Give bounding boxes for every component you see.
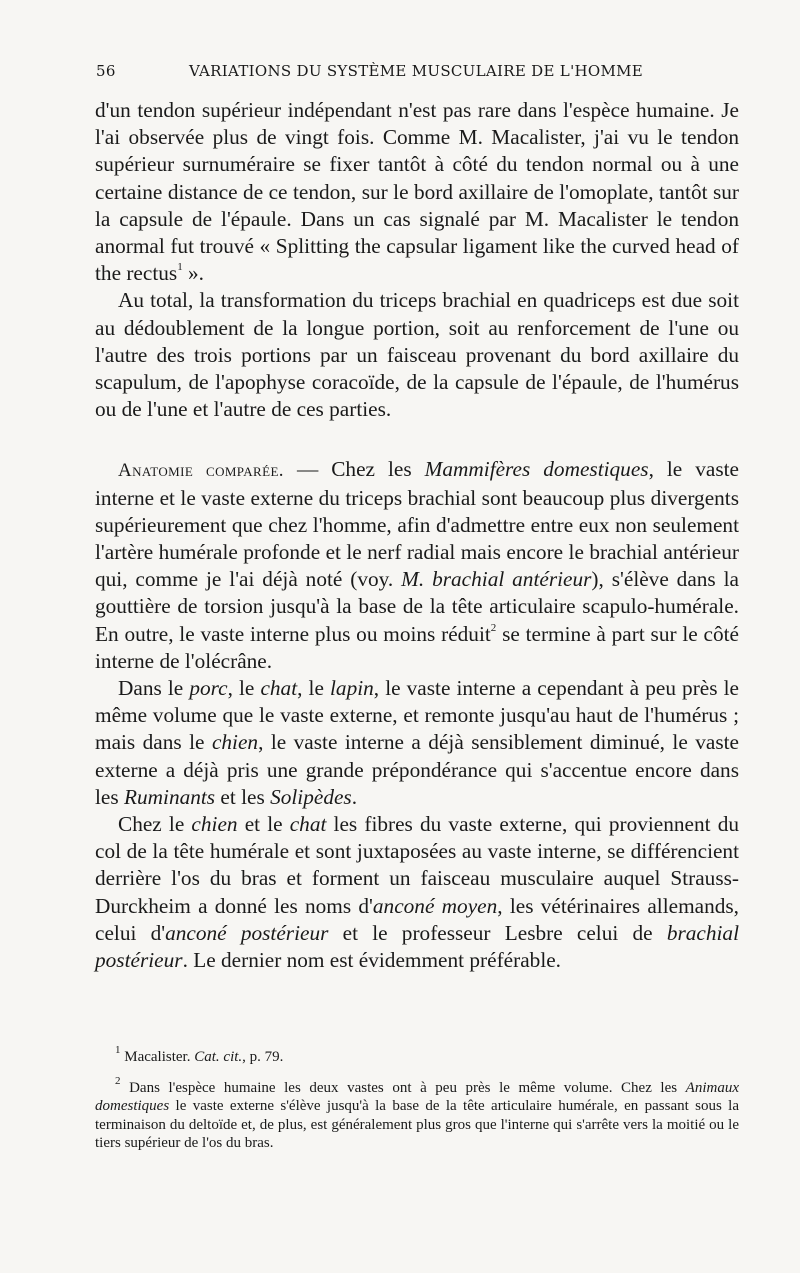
text-run: les fibres du vaste externe, qui proviennent du col de la tête humérale et sont juxtaposées au vaste interne, se différencient derrière l'os du bras et forment un faisceau musculaire auquel Strauss-Durckheim a donné les noms d': [95, 812, 739, 918]
text-run: , le vaste interne a déjà sensiblement diminué, le vaste externe a déjà pris une grande prépondérance qui s'accentue encore dans les: [95, 730, 739, 809]
section-heading: Anatomie comparée.: [118, 460, 284, 482]
text-run: — Chez les: [283, 457, 425, 482]
text-run: , p. 79.: [242, 1049, 284, 1065]
text-run: , le: [297, 676, 330, 701]
paragraph-text: d'un tendon supérieur indépendant n'est pas rare dans l'espèce humaine. Je l'ai observée plus de vingt fois. Comme M. Macalister, j'ai vu le tendon supérieur surnuméraire se fixer tantôt à côté du tendon normal ou à une certaine distance de ce tendon, sur le bord axillaire de l'omoplate, tantôt sur la capsule de l'épaule. Dans un cas signalé par M. Macalister le tendon anormal fut trouvé « Splitting the capsular ligament like the curved head of the rectus: [95, 98, 739, 286]
footnote-mark: 1: [115, 1044, 121, 1056]
italic-run: Mammifères domestiques: [424, 457, 649, 482]
paragraph-3: [95, 456, 739, 675]
text-run: .: [351, 784, 358, 809]
text-run: Dans l'espèce humaine les deux vastes ont à peu près le même volume. Chez les: [120, 1079, 686, 1096]
main-text: [95, 97, 739, 974]
text-run: ), s'élève dans la gouttière de torsion jusqu'à la base de la tête articulaire scapulo-humérale. En outre, le vaste interne plus ou moins réduit: [95, 567, 739, 646]
paragraph-5: [95, 811, 739, 974]
text-run: Macalister.: [120, 1049, 195, 1065]
text-run: Dans le: [118, 676, 190, 701]
text-run: , le vaste interne et le vaste externe du triceps brachial sont beaucoup plus divergents supérieurement que chez l'homme, afin d'admettre entre eux non seulement l'artère humérale profonde et le nerf radial mais encore le brachial antérieur qui, comme je l'ai déjà noté (voy.: [95, 457, 740, 592]
footnotes: [95, 1044, 739, 1153]
paragraph-4: [95, 675, 739, 811]
footnote-2: [95, 1074, 739, 1153]
text-run: et les: [215, 784, 271, 809]
italic-run: Animaux domestiques: [95, 1079, 739, 1115]
italic-run: brachial postérieur: [95, 920, 739, 973]
italic-run: anconé moyen: [372, 893, 498, 918]
italic-run: chat: [260, 676, 298, 701]
italic-run: anconé postérieur: [165, 920, 329, 945]
text-run: et le professeur Lesbre celui de: [328, 920, 667, 945]
italic-run: chat: [289, 812, 327, 837]
footnote-ref-1: 1: [177, 261, 183, 274]
paragraph-1: [95, 97, 739, 287]
italic-run: chien: [191, 812, 238, 837]
italic-run: Solipèdes: [270, 784, 352, 809]
text-run: , le vaste interne a cependant à peu près le même volume que le vaste externe, et remonte jusqu'au haut de l'humérus ; mais dans le: [95, 676, 739, 755]
text-run: le vaste externe s'élève jusqu'à la base de la tête articulaire humérale, en passant sous la terminaison du deltoïde et, de plus, est généralement plus gros que l'interne qui s'arrête vers la moitié ou le tiers supérieur de l'os du bras.: [95, 1098, 739, 1152]
text-run: et le: [237, 812, 290, 837]
text-run: se termine à part sur le côté interne de l'olécrâne.: [95, 621, 739, 673]
italic-run: chien: [211, 730, 259, 755]
italic-run: Cat. cit.: [194, 1049, 243, 1065]
paragraph-2: Au total, la transformation du triceps brachial en quadriceps est due soit au dédoublement de la longue portion, soit au renforcement de l'une ou l'autre des trois portions par un faisceau provenant du bord axillaire du scapulum, de l'apophyse coracoïde, de la capsule de l'épaule, de l'humérus ou de l'une et l'autre de ces parties.: [95, 288, 739, 422]
running-title: VARIATIONS DU SYSTÈME MUSCULAIRE DE L'HOMME: [188, 62, 644, 80]
italic-run: lapin: [330, 676, 374, 701]
italic-run: M. brachial antérieur: [401, 567, 592, 592]
footnote-mark: 2: [115, 1074, 121, 1087]
italic-run: Ruminants: [123, 784, 216, 809]
text-run: Chez le: [118, 812, 192, 837]
text-run: , les vétérinaires allemands, celui d': [95, 893, 740, 945]
running-header: [96, 62, 736, 88]
footnote-1: [95, 1044, 739, 1067]
text-run: . Le dernier nom est évidemment préférable.: [182, 948, 562, 973]
page-number: 56: [96, 62, 116, 80]
italic-run: porc: [189, 676, 228, 701]
text-run: , le: [227, 676, 261, 701]
footnote-ref-2: 2: [490, 621, 497, 634]
paragraph-text-end: ».: [182, 261, 204, 286]
